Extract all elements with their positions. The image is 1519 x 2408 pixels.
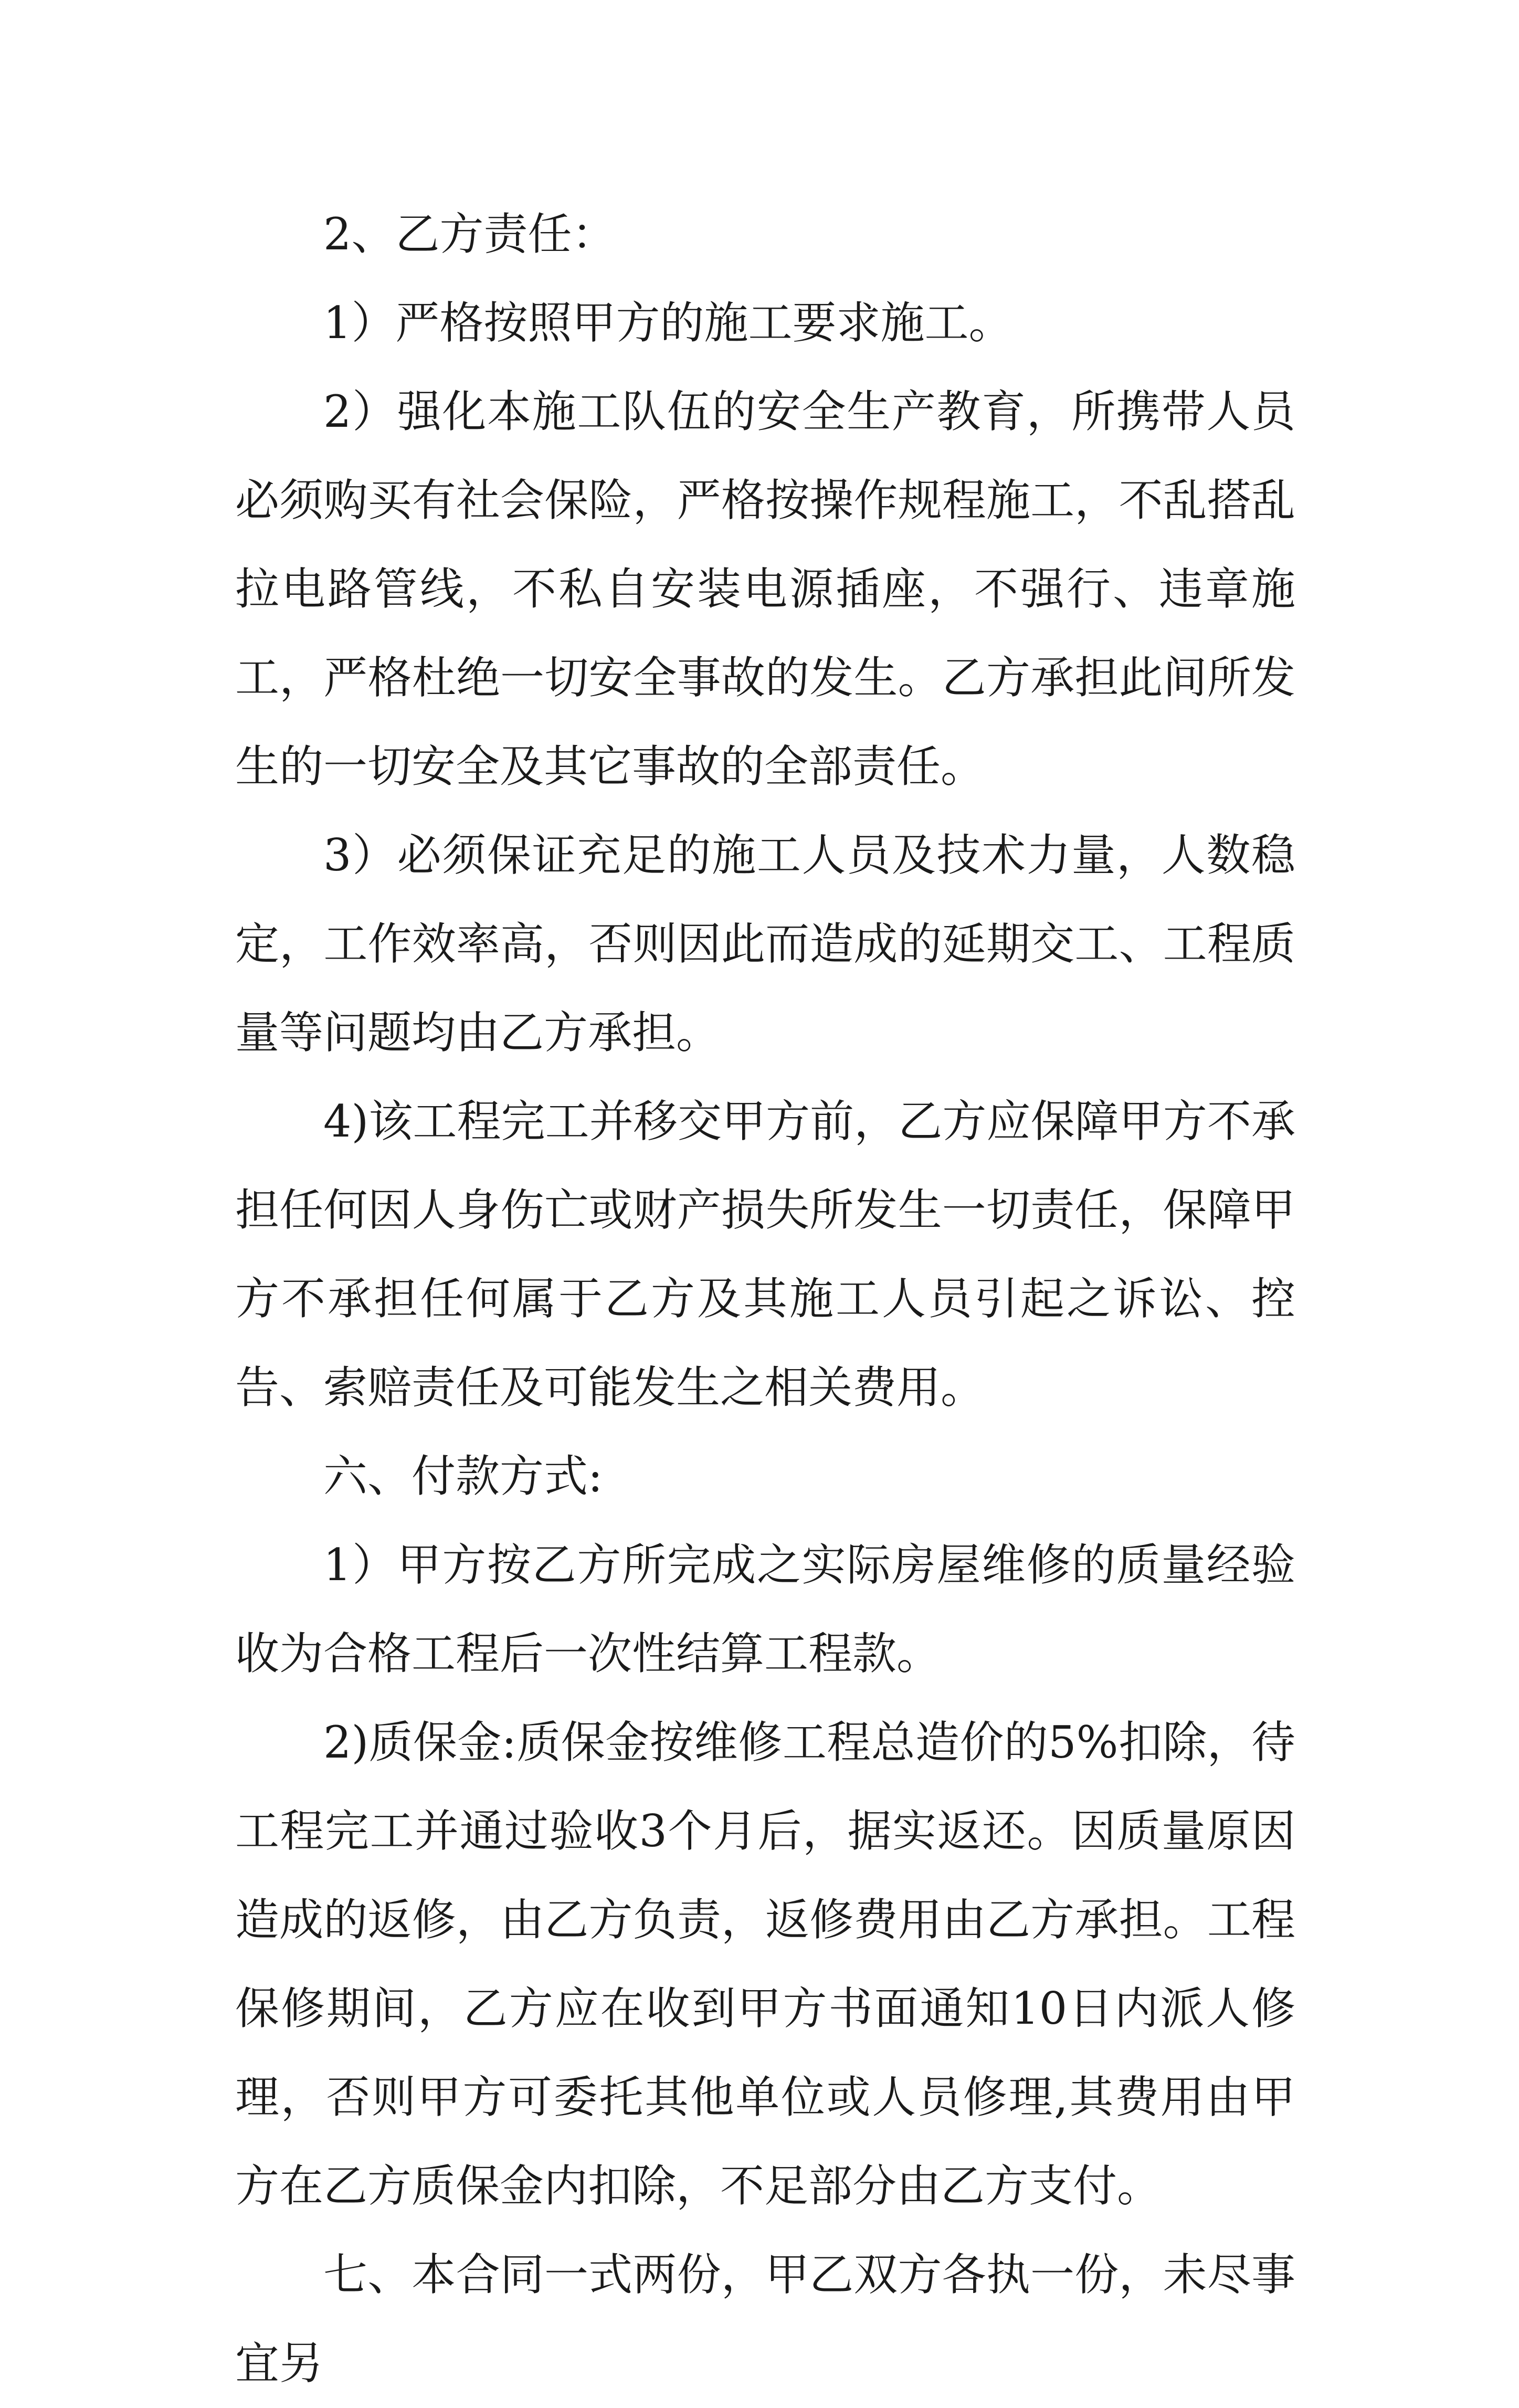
clause-item: 4)该工程完工并移交甲方前，乙方应保障甲方不承担任何因人身伤亡或财产损失所发生一切责任，保障甲方不承担任何属于乙方及其施工人员引起之诉讼、控告、索赔责任及可能发生之相关费用。 [235, 1096, 1295, 1413]
clause-item: 2)质保金:质保金按维修工程总造价的5%扣除，待工程完工并通过验收3个月后，据实返还。因质量原因造成的返修，由乙方负责，返修费用由乙方承担。工程保修期间，乙方应在收到甲方书面通知10日内派人修理，否则甲方可委托其他单位或人员修理,其费用由甲方在乙方质保金内扣除，不足部分由乙方支付。 [235, 1717, 1295, 2212]
clause-item: 2）强化本施工队伍的安全生产教育，所携带人员必须购买有社会保险，严格按操作规程施工，不乱搭乱拉电路管线，不私自安装电源插座，不强行、违章施工，严格杜绝一切安全事故的发生。乙方承担此间所发生的一切安全及其它事故的全部责任。 [235, 386, 1295, 792]
section-heading-payment-method: 六、付款方式: [323, 1450, 603, 1502]
section-heading-party-b-responsibilities: 2、乙方责任： [323, 208, 616, 260]
clause-item: 1）严格按照甲方的施工要求施工。 [323, 297, 1013, 349]
clause-item: 1）甲方按乙方所完成之实际房屋维修的质量经验收为合格工程后一次性结算工程款。 [235, 1539, 1295, 1679]
document-body [235, 190, 1295, 2408]
clause-item: 3）必须保证充足的施工人员及技术力量，人数稳定，工作效率高，否则因此而造成的延期交工、工程质量等问题均由乙方承担。 [235, 829, 1295, 1058]
section-heading-contract-copies: 七、本合同一式两份，甲乙双方各执一份，未尽事宜另 [235, 2249, 1295, 2389]
